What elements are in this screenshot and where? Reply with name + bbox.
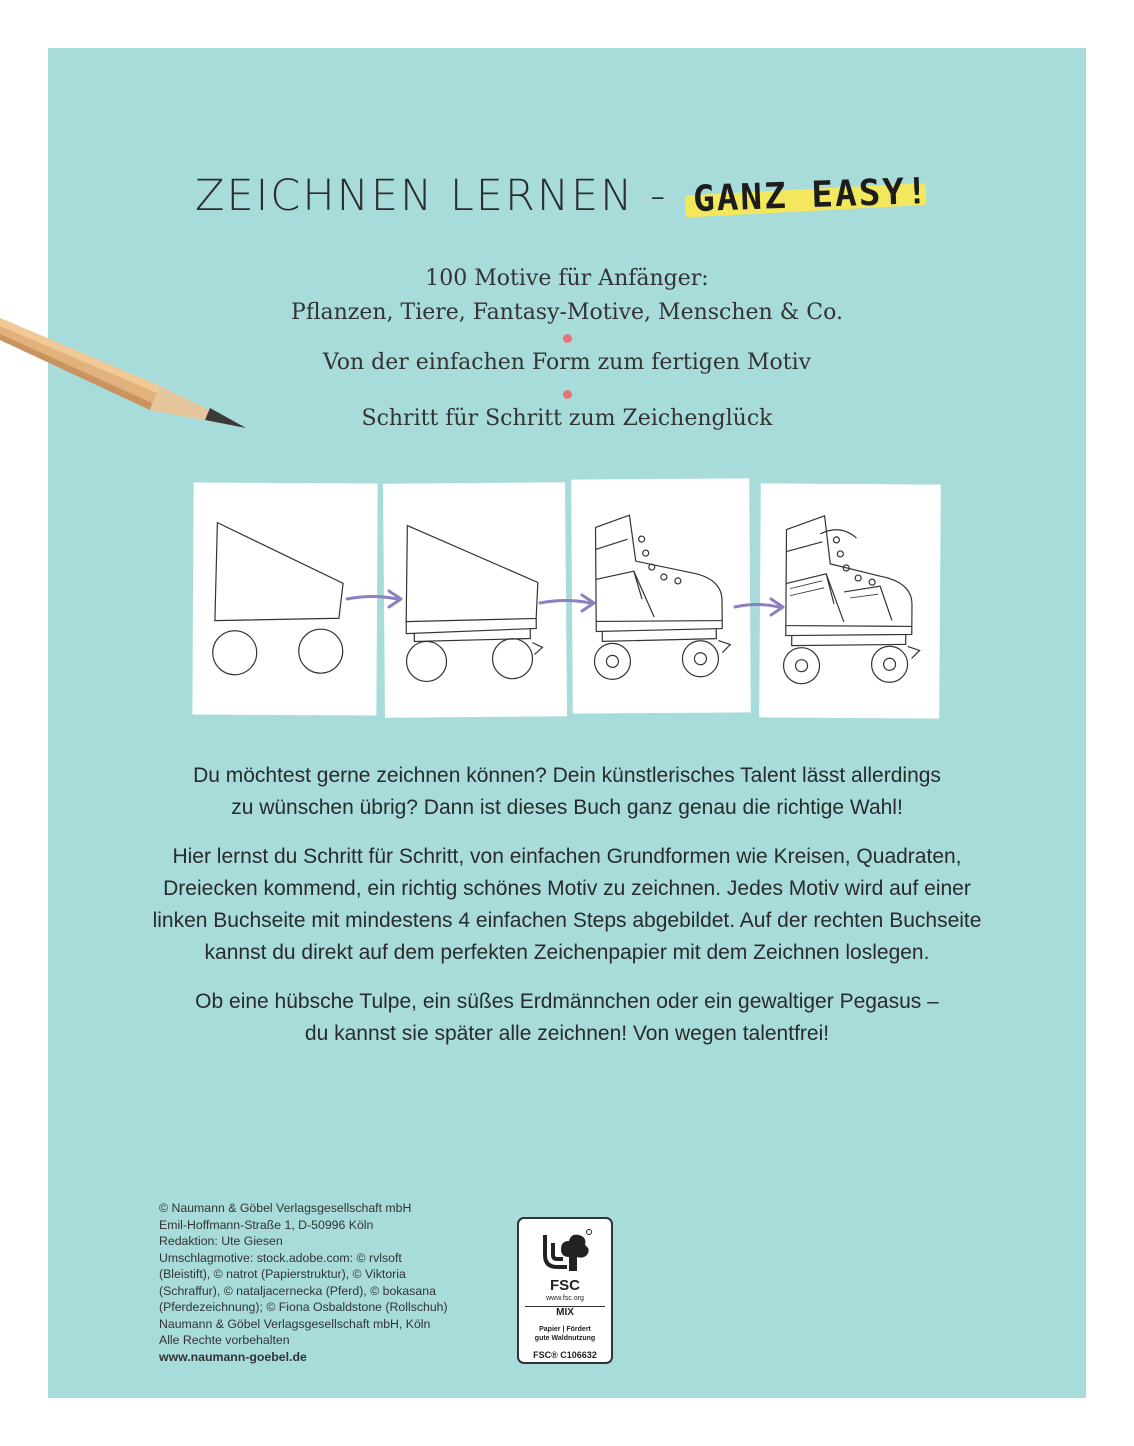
fsc-code: FSC® C106632	[533, 1350, 597, 1360]
description-paragraph-3: Ob eine hübsche Tulpe, ein süßes Erdmännchen oder ein gewaltiger Pegasus – du kannst sie später alle zeichnen! Von wegen talentfrei!	[195, 990, 939, 1045]
feature-line: Pflanzen, Tiere, Fantasy-Motive, Menschen & Co.	[291, 300, 843, 325]
headline	[195, 168, 955, 228]
imprint: © Naumann & Göbel Verlagsgesellschaft mbH Emil-Hoffmann-Straße 1, D-50996 Köln Redaktion: Ute Giesen Umschlagmotive: stock.adobe.com: © rvlsoft (Bleistift), © natrot (Papierstruktur), © Viktoria (Schraffur), © nataljacernecka (Pferd), © bokasana (Pferdezeichnung); © Fiona Osbaldstone (Rollschuh) Naumann & Göbel Verlagsgesellschaft mbH, Köln Alle Rechte vorbehalten www.naumann-goebel.de	[159, 1200, 499, 1365]
arrow-icon	[345, 588, 405, 610]
fsc-mark: FSC	[550, 1277, 580, 1294]
feature-line: 100 Motive für Anfänger:	[425, 266, 709, 291]
feature-line: Von der einfachen Form zum fertigen Motiv	[322, 350, 812, 375]
arrow-icon	[538, 592, 598, 614]
feature-line: Schritt für Schritt zum Zeichenglück	[361, 406, 773, 431]
fsc-label	[517, 1217, 613, 1364]
step-panel-3	[571, 478, 751, 713]
arrow-icon	[733, 596, 787, 618]
headline-highlight: GANZ EASY!	[689, 171, 935, 221]
fsc-url: www.fsc.org	[546, 1295, 584, 1302]
description-paragraph-1: Du möchtest gerne zeichnen können? Dein künstlerisches Talent lässt allerdings zu wünschen übrig? Dann ist dieses Buch ganz genau die richtige Wahl!	[193, 764, 941, 819]
bullet-dot	[563, 390, 572, 399]
fsc-tree-icon	[539, 1227, 593, 1277]
bullet-dot	[563, 334, 572, 343]
headline-main: ZEICHNEN LERNEN -	[195, 170, 668, 221]
fsc-mix: MIX	[556, 1307, 574, 1318]
publisher-website: www.naumann-goebel.de	[159, 1349, 307, 1364]
description-paragraph-2: Hier lernst du Schritt für Schritt, von einfachen Grundformen wie Kreisen, Quadraten, Dreiecken kommend, ein richtig schönes Motiv zu zeichnen. Jedes Motiv wird auf einer linken Buchseite mit mindestens 4 einfachen Steps abgebildet. Auf der rechten Buchseite kannst du direkt auf dem perfekten Zeichenpapier mit dem Zeichnen loslegen.	[152, 845, 982, 964]
book-back-cover	[48, 48, 1086, 1398]
fsc-paper-text: Papier | Fördert gute Waldnutzung	[534, 1326, 596, 1342]
feature-list-1	[48, 262, 1086, 330]
